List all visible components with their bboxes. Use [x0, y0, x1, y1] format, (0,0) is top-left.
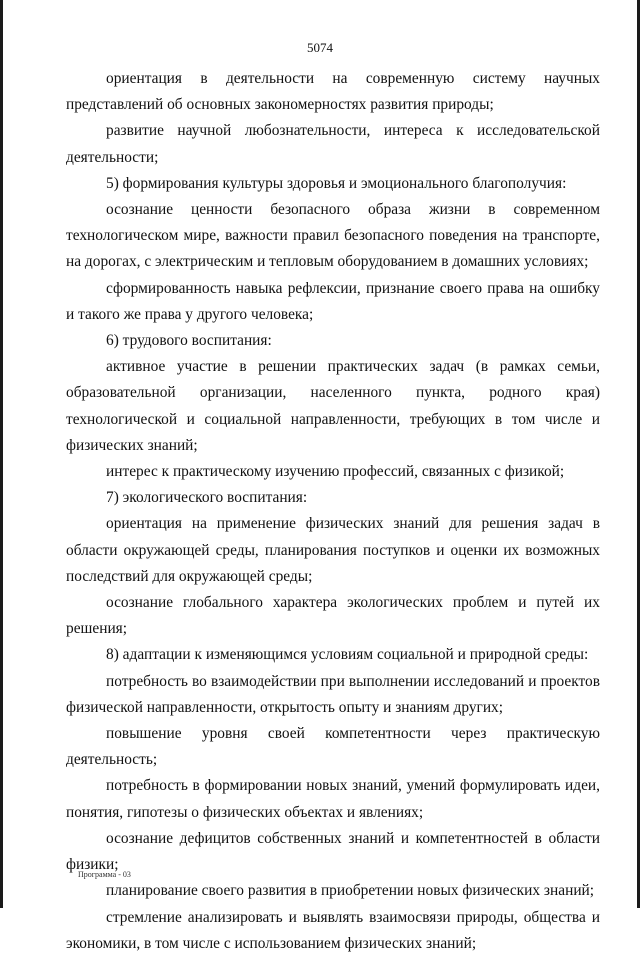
- page-number: 5074: [307, 40, 333, 55]
- footer-label: Программа - 03: [78, 870, 131, 879]
- paragraph: повышение уровня своей компетентности через практическую деятельность;: [66, 725, 600, 769]
- paragraph: ориентация на применение физических знаний для решения задач в области окружающей среды, планирования поступков и оценки их возможных последствий для окружающей среды;: [66, 515, 600, 585]
- paragraph: ориентация в деятельности на современную систему научных представлений об основных закономерностях развития природы;: [66, 70, 600, 114]
- section-heading: 8) адаптации к изменяющимся условиям социальной и природной среды:: [106, 646, 589, 664]
- paragraph: стремление анализировать и выявлять взаимосвязи природы, общества и экономики, в том числе с использованием физических знаний;: [66, 908, 600, 952]
- paragraph: осознание ценности безопасного образа жизни в современном технологическом мире, важности правил безопасного поведения на транспорте, на дорогах, с электрическим и тепловым оборудованием в домашних условиях;: [66, 201, 600, 271]
- paragraph: сформированность навыка рефлексии, признание своего права на ошибку и такого же права у другого человека;: [66, 279, 600, 323]
- document-body: [66, 66, 600, 957]
- paragraph: развитие научной любознательности, интереса к исследовательской деятельности;: [66, 122, 600, 166]
- paragraph: осознание глобального характера экологических проблем и путей их решения;: [66, 594, 600, 638]
- section-heading: 7) экологического воспитания:: [106, 489, 308, 507]
- paragraph: потребность в формировании новых знаний, умений формулировать идеи, понятия, гипотезы о физических объектах и явлениях;: [66, 777, 600, 821]
- paragraph: осознание дефицитов собственных знаний и компетентностей в области физики;: [66, 829, 600, 874]
- paragraph: планирование своего развития в приобретении новых физических знаний;: [106, 882, 595, 900]
- paragraph: интерес к практическому изучению профессий, связанных с физикой;: [106, 463, 565, 481]
- paragraph: потребность во взаимодействии при выполнении исследований и проектов физической направленности, открытость опыту и знаниям других;: [66, 672, 600, 716]
- paragraph: активное участие в решении практических задач (в рамках семьи, образовательной организации, населенного пункта, родного края) технологической и социальной направленности, требующих в том числе и физических знаний;: [66, 358, 600, 454]
- section-heading: 5) формирования культуры здоровья и эмоционального благополучия:: [106, 174, 567, 192]
- section-heading: 6) трудового воспитания:: [106, 332, 272, 350]
- scan-border-left: [0, 0, 3, 908]
